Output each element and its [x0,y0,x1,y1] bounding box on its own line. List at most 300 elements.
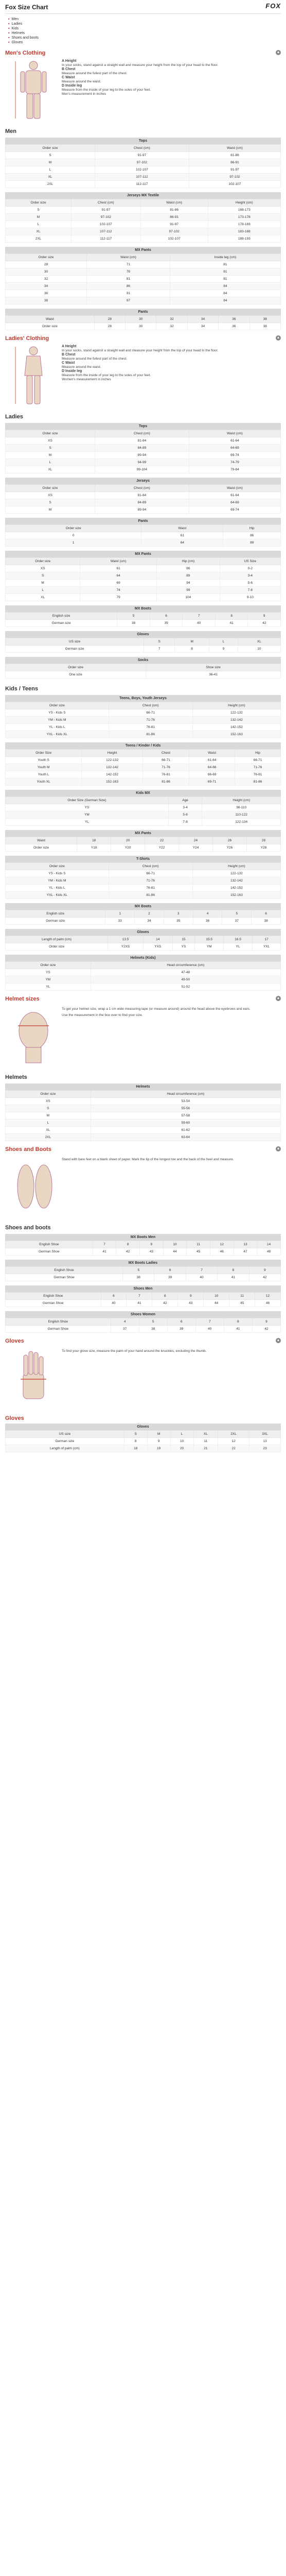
column-header: 2 [135,910,164,918]
table-cell: Y2XS [108,943,144,951]
helmet-hint-2: Use the measurement in the box over to find your size. [62,1013,143,1017]
table-cell: 122-132 [192,709,280,717]
table-row [6,268,281,276]
column-header: 17 [253,936,281,943]
back-to-top-icon[interactable]: ▲ [276,50,280,54]
column-header: 7 [186,1267,217,1274]
shoes-womens-table [5,1311,281,1333]
table-row [6,892,281,899]
measure-note [62,378,281,382]
size-table [5,551,281,601]
column-header: 9 [178,1293,204,1300]
measure-note-title: C Waist [62,361,75,365]
column-header: Waist (cm) [189,145,280,152]
table-cell: 152-163 [192,892,280,899]
measure-note-text: Measure from the inside of your leg to the soles of your feet. [62,374,151,377]
measure-note [62,369,281,378]
column-header: Order size [6,145,95,152]
size-table [5,1234,281,1256]
fox-logo: FOX [265,2,281,10]
table-cell: 40 [195,1326,224,1333]
table-cell: 183-188 [208,228,280,235]
table-row [6,671,281,679]
table-row [6,297,281,304]
table-header-row [6,1431,281,1438]
table-cell: 86-91 [189,159,280,166]
table-header-row [6,837,281,844]
column-header: Order size [6,485,95,492]
table-row [6,918,281,925]
table-cell: 122-132 [82,757,143,764]
column-header: Waist (cm) [189,485,280,492]
column-header: Chest (cm) [109,863,192,870]
column-header: Height (cm) [202,797,281,804]
table-cell: XS [6,1098,91,1105]
table-cell: 38 [249,323,280,330]
table-cell: 81-86 [109,731,192,738]
column-header: Hip (cm) [156,558,220,565]
table-cell: 43 [178,1300,204,1307]
table-cell: 168-173 [208,207,280,214]
size-table [5,247,281,304]
table-cell: 79 [80,594,157,601]
toc-link-shoes-and-boots[interactable]: ▪ Shoes and boots [8,36,281,40]
table-cell: 43 [140,1248,164,1256]
table-cell: 66-71 [235,757,281,764]
table-header-row [6,1267,281,1274]
shoes-hint: Stand with bare feet on a blank sheet of paper. Mark the tip of the longest toe and the back of the heel and measure. [62,1158,234,1161]
table-cell: 9 [209,646,238,653]
table-caption: Gloves [5,631,281,638]
column-header: Order size [6,962,91,969]
column-header: Order size [6,558,80,565]
table-cell: S [6,152,95,159]
table-caption: MX Pants [5,551,281,557]
column-header: Height [82,750,143,757]
table-cell: 41 [93,1248,116,1256]
table-row [6,323,281,330]
table-cell: 84-89 [95,499,189,506]
measure-note [62,84,281,92]
table-caption: MX Pants [5,247,281,253]
table-row [6,580,281,587]
ladies-section-title: Ladies [5,414,23,420]
foot-figure [5,1156,62,1212]
table-cell: 38 [123,1274,154,1281]
mens-tops-table [5,138,281,188]
column-header: Waist (cm) [189,430,280,437]
table-cell: 45 [229,1300,255,1307]
table-cell: 37 [222,918,252,925]
column-header: 6 [101,1293,127,1300]
table-cell: 39 [150,620,183,627]
column-header: Waist [6,837,77,844]
table-cell: L [6,221,72,228]
measure-note [62,92,281,96]
table-caption: Kids MX [5,790,281,796]
table-cell: 79-84 [189,466,280,473]
table-row [6,984,281,991]
table-cell: YXS [143,943,172,951]
measure-note [62,345,281,353]
table-cell: 36 [193,918,222,925]
table-caption: Shoes Women [5,1311,281,1318]
table-header-row [6,430,281,437]
table-cell: S [6,445,95,452]
table-header-row [6,199,281,207]
column-header: Chest [142,750,189,757]
table-cell: 71 [87,261,170,268]
table-cell: 3-4 [220,572,280,580]
table-cell: 81-86 [142,778,189,786]
column-header: Order size [6,664,146,671]
kids-helmets-table [5,955,281,991]
table-row [6,532,281,539]
page-title: Fox Size Chart [5,4,48,11]
table-cell: M [6,452,95,459]
column-header: 4 [111,1318,139,1326]
back-to-top-icon[interactable]: ▲ [276,996,280,1000]
foot-measure-guide [5,1156,281,1217]
column-header: 38 [249,316,280,323]
table-cell: 2XL [6,235,72,243]
table-cell: 112-117 [95,181,189,188]
ladies-socks-table [5,657,281,679]
column-header: Length of palm (cm) [6,936,108,943]
table-row [6,1098,281,1105]
table-caption: MX Boots [5,605,281,612]
table-cell: 2XL [6,181,95,188]
column-header: Order size [6,702,109,709]
size-table [5,830,281,852]
kids-tops-table [5,695,281,738]
helmets-section-title: Helmets [5,1074,27,1080]
table-cell: 5-6 [168,811,202,819]
table-cell: 142-152 [82,771,143,778]
table-cell: 97-102 [95,159,189,166]
table-row [6,499,281,506]
table-cell: S [6,499,95,506]
column-header: 3XL [249,1431,281,1438]
table-row [6,764,281,771]
column-header: 28 [246,837,280,844]
table-cell: 7 [144,646,175,653]
table-cell: German size [6,1438,124,1445]
table-cell: 74 [80,587,157,594]
table-header-row [6,613,281,620]
table-cell: 34 [6,283,87,290]
column-header: Hip [223,525,281,532]
table-cell: YL - Kids L [6,885,109,892]
column-header: XL [238,638,280,646]
toc-link-gloves[interactable]: ▪ Gloves [8,40,281,45]
size-table [5,309,281,330]
mens-measure-guide [5,59,281,121]
column-header: 24 [179,837,213,844]
table-header-row [6,910,281,918]
table-cell: 178-183 [208,221,280,228]
table-cell: 89 [156,572,220,580]
column-header: 15.5 [195,936,224,943]
table-cell: 132-142 [192,717,280,724]
size-table [5,790,281,826]
table-cell: 47 [234,1248,257,1256]
table-cell: 66-71 [142,757,189,764]
table-cell: YM [195,943,224,951]
table-row [6,778,281,786]
table-cell: XL [6,1127,91,1134]
table-cell: XS [6,492,95,499]
kids-section-title: Kids / Teens [5,686,38,692]
column-header: 8 [116,1241,140,1248]
table-cell: 64-69 [189,445,280,452]
measure-note-text: Measure around the waist. [62,365,101,369]
size-table [5,518,281,547]
column-header: 30 [126,316,156,323]
table-cell: XS [6,565,80,572]
table-cell: 84-89 [95,445,189,452]
column-header: Shoe size [146,664,281,671]
table-row [6,174,281,181]
table-row [6,1112,281,1120]
table-cell: 71-76 [109,717,192,724]
gloves-table [5,1423,281,1452]
column-header: 13.5 [108,936,144,943]
table-caption: Helmets (Kids) [5,955,281,961]
mens-jerseys-table [5,192,281,243]
table-cell: 3-4 [168,804,202,811]
toc-link-men[interactable]: ▪ Men [8,17,281,22]
table-cell: 53-54 [91,1098,280,1105]
table-cell: 32 [6,276,87,283]
table-cell: Y28 [246,844,280,852]
table-cell: YM [6,976,91,984]
table-cell: 173-178 [208,214,280,221]
size-table [5,856,281,899]
table-header-row [6,1293,281,1300]
table-cell: 102-107 [140,235,208,243]
table-cell: XL [6,228,72,235]
table-cell: 74-79 [189,459,280,466]
table-row [6,492,281,499]
table-cell: S [6,572,80,580]
column-header: 6 [150,613,183,620]
table-row [6,452,281,459]
table-cell: 36 [6,290,87,297]
column-header: English Shoe [6,1267,123,1274]
measure-note-text: Men's measurement in inches [62,92,106,96]
column-header: Chest (cm) [95,145,189,152]
helmet-measure-guide [5,1005,281,1067]
table-cell: 38 [117,620,150,627]
column-header: 7 [195,1318,224,1326]
ladies-gloves-table [5,631,281,653]
table-cell: 94 [156,580,220,587]
shoes-mxboots-table [5,1234,281,1256]
toc-link-kids[interactable]: ▪ Kids [8,26,281,31]
table-cell: 89 [223,539,281,547]
table-cell: Length of palm (cm) [6,1445,124,1452]
table-cell: 102-107 [95,166,189,174]
table-cell: M [6,214,72,221]
column-header: US size [6,1431,124,1438]
size-table [5,138,281,188]
table-row [6,276,281,283]
back-to-top-icon[interactable]: ▲ [276,1338,280,1342]
column-header: Chest (cm) [109,702,192,709]
table-row [6,166,281,174]
table-row [6,844,281,852]
gloves-section-title: Gloves [5,1415,24,1421]
table-cell: 44 [163,1248,187,1256]
measure-note-title: B Chest [62,67,76,71]
table-cell: 97-102 [72,214,141,221]
measure-note-text: In your socks, stand against a straight wall and measure your height from the top of your head to the floor. [62,349,219,352]
table-cell: 89-94 [95,506,189,514]
table-cell: 10 [170,1438,193,1445]
table-cell: 7-8 [220,587,280,594]
size-table [5,631,281,653]
table-cell: 84 [170,290,280,297]
table-row [6,539,281,547]
column-header: 11 [187,1241,210,1248]
table-cell: XL [6,466,95,473]
table-row [6,877,281,885]
table-cell: 42 [249,1274,280,1281]
table-cell: Youth S [6,757,82,764]
column-header: 8 [218,1267,249,1274]
table-cell: 91-97 [140,221,208,228]
table-cell: 42 [152,1300,178,1307]
table-cell: 97-102 [189,174,280,181]
size-table [5,955,281,991]
size-table [5,478,281,514]
table-header-row [6,638,281,646]
table-cell: 28 [94,323,125,330]
measure-note-title: D Inside leg [62,84,82,88]
table-cell: 66-69 [189,771,235,778]
table-row [6,283,281,290]
table-header-row [6,797,281,804]
table-caption: Socks [5,657,281,664]
size-table [5,657,281,679]
table-cell: 63-64 [91,1134,280,1141]
table-cell: 38 [252,918,281,925]
ladies-pants-table [5,518,281,547]
table-row [6,445,281,452]
toc-link-ladies[interactable]: ▪ Ladies [8,22,281,26]
table-caption: Teens / Kinder / Kids [5,742,281,749]
table-cell: 97-102 [140,228,208,235]
table-cell: 86 [87,283,170,290]
column-header: 11 [229,1293,255,1300]
column-header: Height (cm) [192,702,280,709]
table-cell: YS [6,804,169,811]
table-cell: YL [6,819,169,826]
shoes-notes [62,1156,234,1217]
table-header-row [6,558,281,565]
table-cell: 61 [80,565,157,572]
back-to-top-icon[interactable]: ▲ [276,1147,280,1150]
table-row [6,709,281,717]
table-cell: 40 [183,620,216,627]
table-cell: 99-104 [95,466,189,473]
table-row [6,1300,281,1307]
table-row [6,757,281,764]
measure-note [62,76,281,84]
table-cell: 64 [141,539,223,547]
table-cell: Youth XL [6,778,82,786]
table-row [6,1120,281,1127]
table-cell: YXL - Kids XL [6,892,109,899]
table-cell: 8 [175,646,209,653]
table-cell: 48 [257,1248,281,1256]
column-header: 6 [252,910,281,918]
table-cell: 81 [87,276,170,283]
table-cell: 94-99 [95,459,189,466]
table-cell: 152-163 [192,731,280,738]
hand-figure [5,1347,62,1404]
column-header: Waist [189,750,235,757]
column-header: Hip [235,750,281,757]
column-header: 20 [111,837,145,844]
column-header: 9 [248,613,281,620]
table-cell: 33 [105,918,135,925]
table-row [6,724,281,731]
column-header: 8 [215,613,248,620]
table-row [6,1445,281,1452]
table-caption: Helmets [5,1083,281,1090]
helmet-sizes-heading: Helmet sizes ▲ [5,996,280,1002]
column-header: 28 [94,316,125,323]
table-cell: 81 [170,268,280,276]
table-cell: 76-81 [109,724,192,731]
toc-link-helmets[interactable]: ▪ Helmets [8,31,281,36]
column-header: Order size [6,525,141,532]
table-row [6,214,281,221]
table-caption: Jerseys [5,478,281,484]
size-table [5,605,281,627]
table-row [6,459,281,466]
table-cell: 122-134 [202,819,281,826]
table-cell: YXL - Kids XL [6,731,109,738]
table-cell: 64-66 [189,764,235,771]
table-row [6,870,281,877]
column-header: 3 [164,910,193,918]
table-cell: 0 [6,532,141,539]
table-cell: Youth M [6,764,82,771]
table-cell: 55-56 [91,1105,280,1112]
table-cell: German size [6,918,105,925]
measure-note-text: Measure around the waist. [62,80,101,83]
table-cell: Order size [6,844,77,852]
table-cell: YM [6,811,169,819]
measure-note [62,353,281,361]
table-cell: YS - Kids S [6,870,109,877]
helmets-table [5,1083,281,1141]
measure-note-title: B Chest [62,353,76,357]
column-header: 12 [255,1293,281,1300]
column-header: US Size [220,558,280,565]
back-to-top-icon[interactable]: ▲ [276,336,280,340]
table-row [6,1438,281,1445]
head-figure [5,1005,62,1067]
column-header: Head circumference (cm) [91,1091,280,1098]
table-cell: S [6,207,72,214]
table-cell: Y24 [179,844,213,852]
table-caption: Teens, Boys, Youth Jerseys [5,695,281,702]
table-row [6,804,281,811]
